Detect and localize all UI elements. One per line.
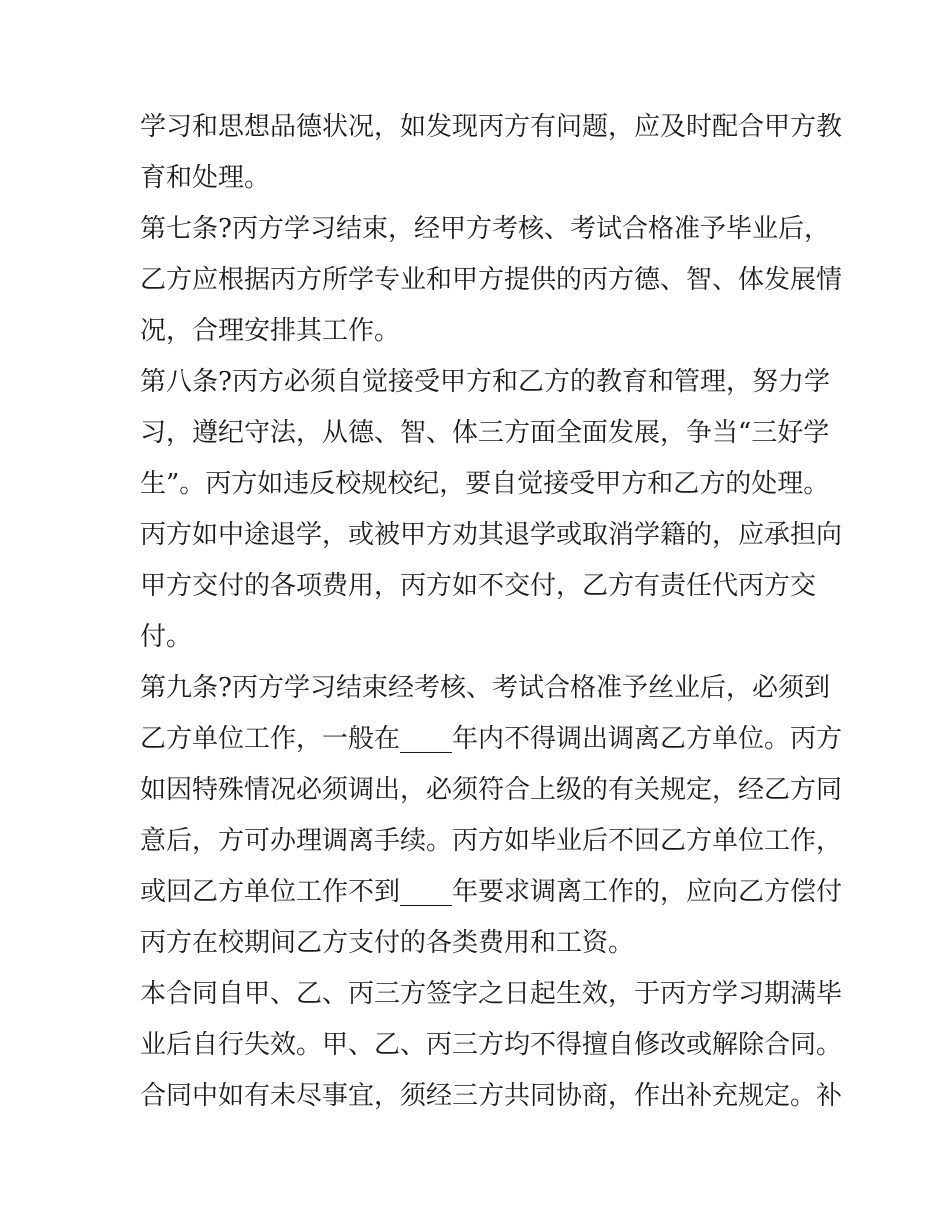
text-line: 或回乙方单位工作不到____年要求调离工作的，应向乙方偿付 bbox=[140, 877, 843, 907]
article-7-heading-line: 第七条?丙方学习结束，经甲方考核、考试合格准予毕业后， bbox=[140, 214, 830, 244]
text-line: 乙方应根据丙方所学专业和甲方提供的丙方德、智、体发展情 bbox=[140, 265, 843, 295]
text-line: 学习和思想品德状况，如发现丙方有问题，应及时配合甲方教 bbox=[140, 112, 843, 142]
text-line: 生”。丙方如违反校规校纪，要自觉接受甲方和乙方的处理。 bbox=[140, 469, 830, 499]
text-line: 丙方如中途退学，或被甲方劝其退学或取消学籍的，应承担向 bbox=[140, 520, 843, 550]
article-8-heading-line: 第八条?丙方必须自觉接受甲方和乙方的教育和管理，努力学 bbox=[140, 367, 830, 397]
effectiveness-clause-line: 本合同自甲、乙、丙三方签字之日起生效，于丙方学习期满毕 bbox=[140, 979, 843, 1009]
article-9-heading-line: 第九条?丙方学习结束经考核、考试合格准予丝业后，必须到 bbox=[140, 673, 830, 703]
text-line: 甲方交付的各项费用，丙方如不交付，乙方有责任代丙方交 bbox=[140, 571, 817, 601]
text-line: 乙方单位工作，一般在____年内不得调出调离乙方单位。丙方 bbox=[140, 724, 843, 754]
text-line: 业后自行失效。甲、乙、丙三方均不得擅自修改或解除合同。 bbox=[140, 1030, 843, 1060]
text-line: 合同中如有未尽事宜，须经三方共同协商，作出补充规定。补 bbox=[140, 1081, 843, 1111]
text-line: 如因特殊情况必须调出，必须符合上级的有关规定，经乙方同 bbox=[140, 775, 843, 805]
text-line: 况，合理安排其工作。 bbox=[140, 316, 401, 346]
text-line: 习，遵纪守法，从德、智、体三方面全面发展，争当“三好学 bbox=[140, 418, 830, 448]
text-line: 意后，方可办理调离手续。丙方如毕业后不回乙方单位工作， bbox=[140, 826, 843, 856]
text-line: 育和处理。 bbox=[140, 163, 271, 193]
text-line: 付。 bbox=[140, 622, 193, 652]
text-line: 丙方在校期间乙方支付的各类费用和工资。 bbox=[140, 928, 635, 958]
contract-text-body bbox=[140, 102, 843, 1122]
